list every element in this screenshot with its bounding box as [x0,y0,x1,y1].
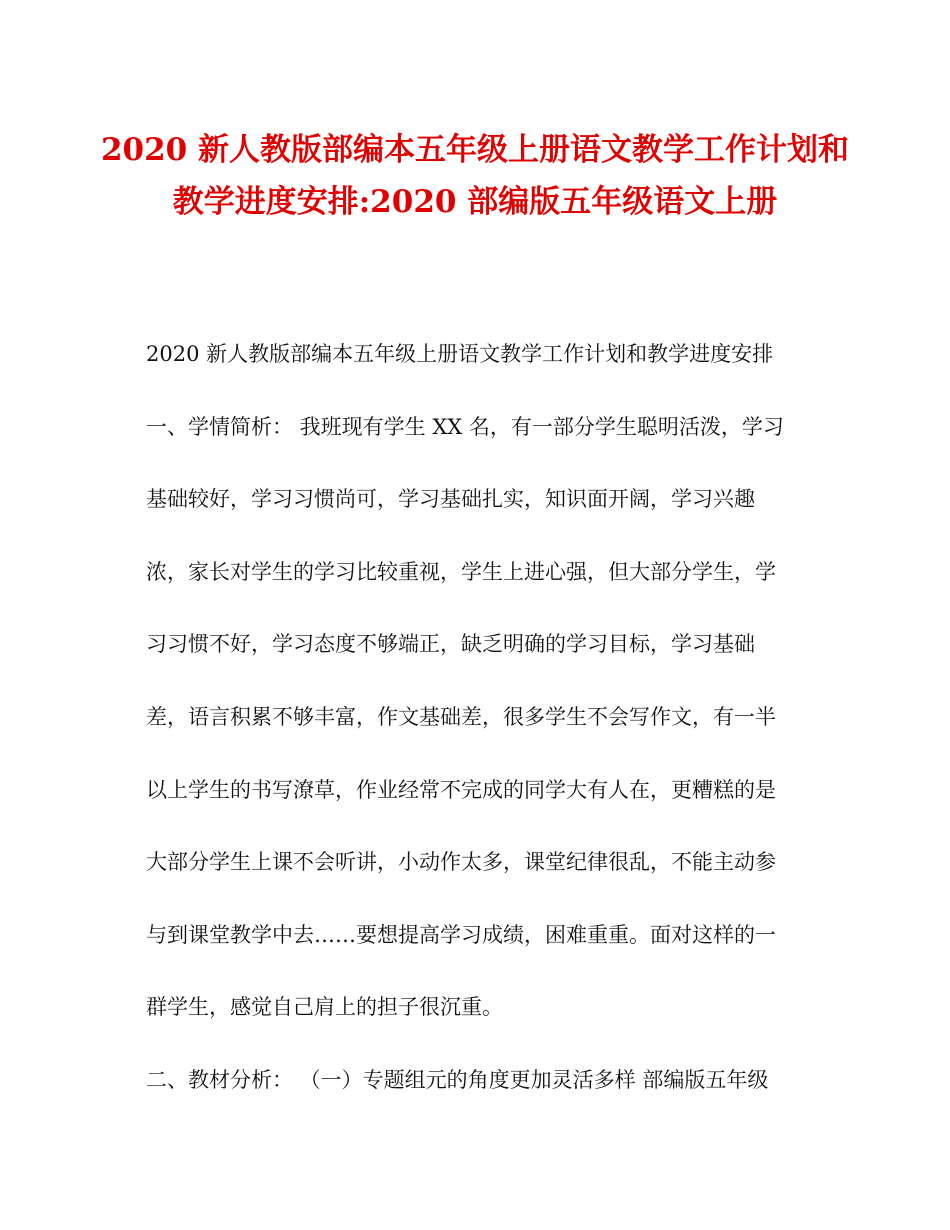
body-line-8: 大部分学生上课不会听讲，小动作太多，课堂纪律很乱，不能主动参 [146,850,776,875]
body-line-6: 差，语言积累不够丰富，作文基础差，很多学生不会写作文，有一半 [146,704,776,729]
document-body [146,334,806,1133]
body-line-10: 群学生，感觉自己肩上的担子很沉重。 [146,995,503,1020]
title-line-2: 教学进度安排:2020 部编版五年级语文上册 [172,184,778,220]
body-line-2: 一、学情简析： 我班现有学生 XX 名，有一部分学生聪明活泼，学习 [146,414,784,439]
body-line-4: 浓，家长对学生的学习比较重视，学生上进心强，但大部分学生，学 [146,559,776,584]
title-line-1: 2020 新人教版部编本五年级上册语文教学工作计划和 [100,132,850,168]
body-line-11: 二、教材分析： （一）专题组元的角度更加灵活多样 部编版五年级 [146,1067,769,1092]
body-line-3: 基础较好，学习习惯尚可，学习基础扎实，知识面开阔，学习兴趣 [146,487,755,512]
body-line-1: 2020 新人教版部编本五年级上册语文教学工作计划和教学进度安排 [146,342,774,366]
body-line-7: 以上学生的书写潦草，作业经常不完成的同学大有人在，更糟糕的是 [146,777,776,802]
body-line-5: 习习惯不好，学习态度不够端正，缺乏明确的学习目标，学习基础 [146,632,755,657]
document-title [0,124,950,228]
body-line-9: 与到课堂教学中去……要想提高学习成绩，困难重重。面对这样的一 [146,922,776,947]
